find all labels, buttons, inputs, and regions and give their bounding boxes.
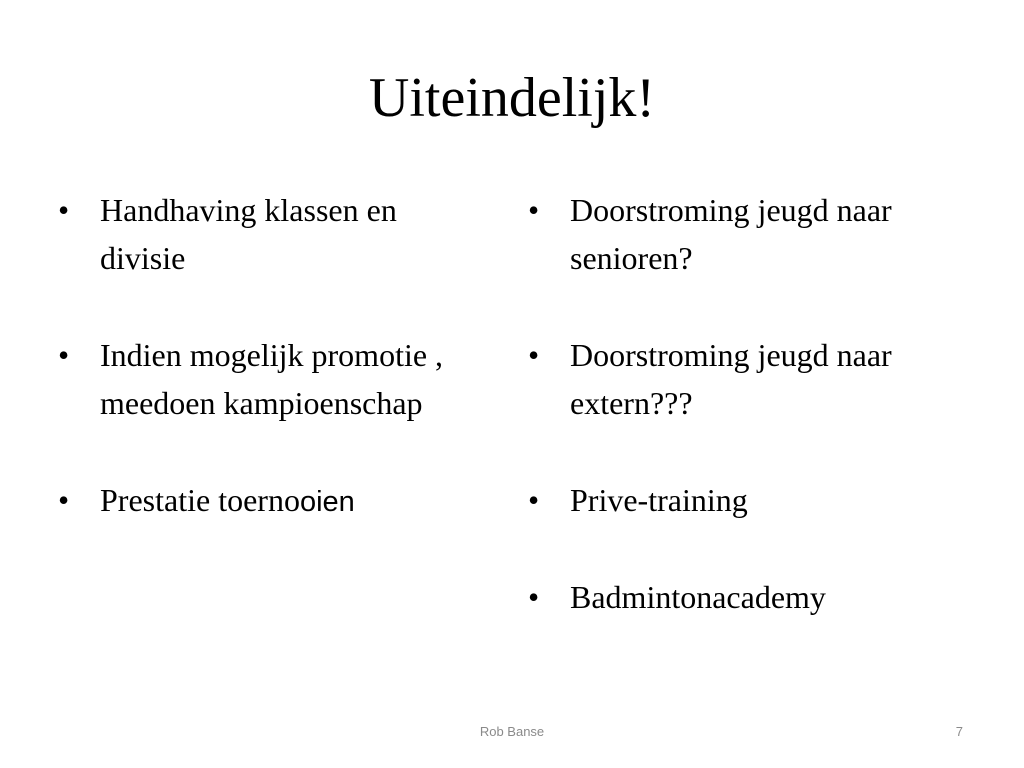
right-bullet-list — [528, 186, 958, 621]
bullet-icon: • — [58, 192, 70, 228]
bullet-icon: • — [528, 192, 540, 228]
bullet-icon: • — [528, 337, 540, 373]
bullet-item-badmintonacademy — [528, 573, 958, 621]
footer-page-number: 7 — [955, 724, 963, 739]
bullet-text-sans-part: oien — [299, 486, 355, 518]
bullet-item-handhaving — [58, 186, 488, 282]
bullet-text: Prive-training — [570, 482, 748, 518]
slide-title: Uiteindelijk! — [368, 67, 656, 129]
bullet-item-promotie — [58, 331, 488, 427]
bullet-text: Doorstroming jeugd naar senioren? — [570, 192, 892, 276]
bullet-icon: • — [58, 482, 70, 518]
bullet-item-prive-training — [528, 476, 958, 524]
bullet-item-doorstroming-senioren — [528, 186, 958, 282]
bullet-icon: • — [528, 579, 540, 615]
bullet-text: Doorstroming jeugd naar extern??? — [570, 337, 892, 421]
footer-author: Rob Banse — [479, 724, 545, 739]
bullet-text: Badmintonacademy — [570, 579, 826, 615]
bullet-text: Indien mogelijk promotie , meedoen kampioenschap — [100, 337, 444, 421]
bullet-item-prestatie — [58, 476, 488, 526]
bullet-item-doorstroming-extern — [528, 331, 958, 427]
left-bullet-list — [58, 186, 488, 526]
bullet-icon: • — [528, 482, 540, 518]
bullet-text: Handhaving klassen en divisie — [100, 192, 397, 276]
bullet-text: Prestatie toerno — [100, 482, 300, 518]
bullet-icon: • — [58, 337, 70, 373]
